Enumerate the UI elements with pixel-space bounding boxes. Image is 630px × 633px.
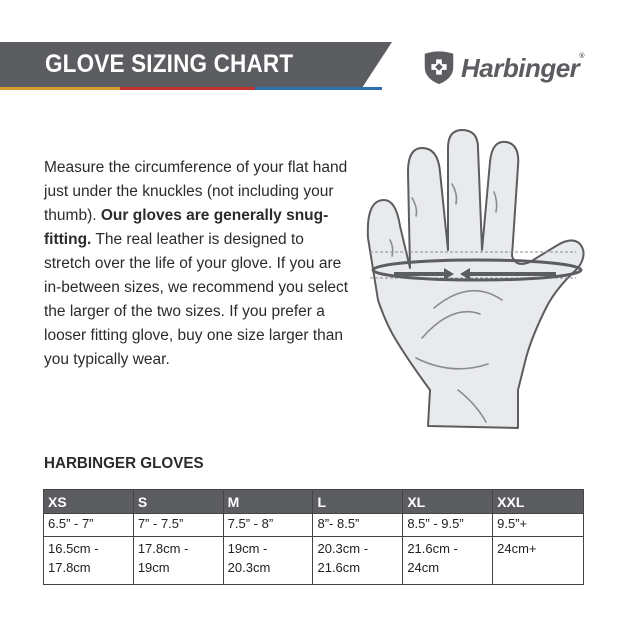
cm-top: 21.6cm - [407, 541, 458, 556]
cm-top: 20.3cm - [317, 541, 369, 556]
table-cell: 9.5”+ [493, 514, 584, 537]
table-header-row [44, 490, 584, 514]
cm-bottom: 17.8cm [48, 560, 91, 575]
table-cell [313, 537, 403, 585]
cm-bottom: 19cm [137, 560, 170, 575]
header-cell: L [313, 490, 403, 514]
table-row-inches [44, 514, 584, 537]
cm-top: 17.8cm - [137, 541, 189, 556]
cm-bottom: 20.3cm [227, 560, 271, 575]
instructions-text-1: Measure the circumference of your flat hand just under the knuckles (not including your thumb). [44, 159, 348, 224]
harbinger-shield-icon [420, 47, 458, 87]
cm-bottom: 24cm [407, 560, 440, 575]
stripe-blue [255, 87, 382, 90]
brand-logo-text: Harbinger® [461, 53, 584, 83]
cm-bottom: 21.6cm [317, 560, 361, 575]
header-cell: XS [44, 490, 134, 514]
table-cell [223, 537, 313, 585]
table-cell: 7” - 7.5” [133, 514, 223, 537]
table-title: HARBINGER GLOVES [44, 455, 204, 472]
page-title: GLOVE SIZING CHART [45, 50, 294, 78]
table-cell [403, 537, 493, 585]
table-cell [44, 537, 134, 585]
table-cell: 7.5” - 8” [223, 514, 313, 537]
hand-measurement-icon [360, 128, 595, 448]
stripe-orange [0, 87, 120, 90]
table-cell: 8.5” - 9.5” [403, 514, 493, 537]
table-cell: 8”- 8.5” [313, 514, 403, 537]
table-cell: 6.5” - 7” [44, 514, 134, 537]
table-cell [493, 537, 584, 585]
table-row-cm [44, 537, 584, 585]
stripe-red [120, 87, 255, 90]
header-cell: XXL [493, 490, 584, 514]
cm-top: 16.5cm - [48, 541, 99, 556]
measurement-instructions [44, 156, 354, 372]
table-cell [133, 537, 223, 585]
cm-top: 19cm - [227, 541, 268, 556]
size-table [43, 489, 584, 585]
instructions-bold: Our gloves are generally snug-fitting. [44, 207, 329, 248]
header-cell: XL [403, 490, 493, 514]
cm-top: 24cm+ [497, 541, 537, 556]
header-cell: M [223, 490, 313, 514]
header-cell: S [133, 490, 223, 514]
instructions-text-2: The real leather is designed to stretch over the life of your glove. If you are in-between sizes, we recommend you select the larger of the two sizes. If you prefer a looser fitting glove, buy one size larger than you typically wear. [44, 231, 349, 368]
